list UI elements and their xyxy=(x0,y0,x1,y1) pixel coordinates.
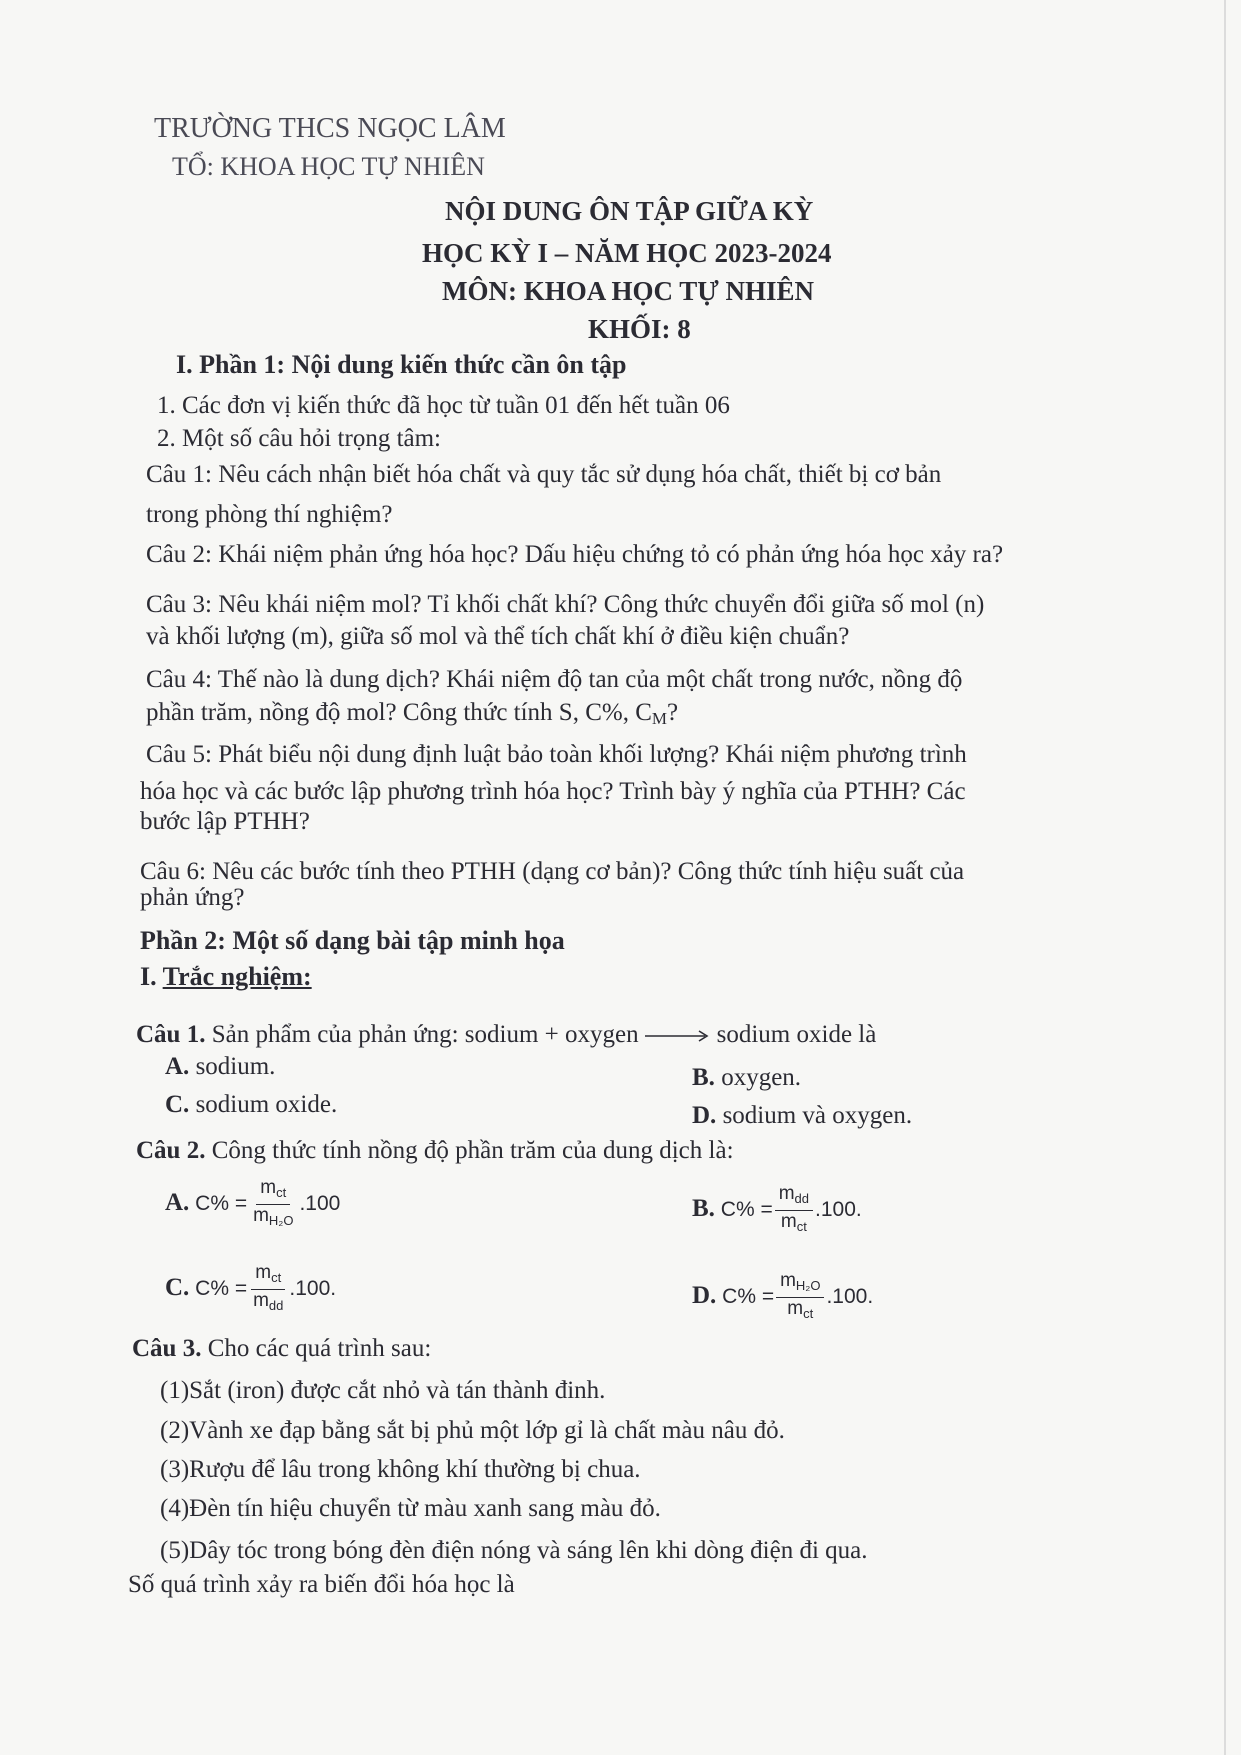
question-6-line2: phản ứng? xyxy=(140,884,245,911)
process-5: (5)Dây tóc trong bóng đèn điện nóng và sáng lên khi dòng điện đi qua. xyxy=(160,1537,868,1564)
multiple-choice-heading: I. Trắc nghiệm: xyxy=(140,962,312,991)
part1-heading: I. Phần 1: Nội dung kiến thức cần ôn tập xyxy=(176,350,627,379)
question-1-line1: Câu 1: Nêu cách nhận biết hóa chất và quy tắc sử dụng hóa chất, thiết bị cơ bản xyxy=(146,461,942,488)
question-2: Câu 2: Khái niệm phản ứng hóa học? Dấu hiệu chứng tỏ có phản ứng hóa học xảy ra? xyxy=(146,541,1004,568)
question-3-line1: Câu 3: Nêu khái niệm mol? Tỉ khối chất khí? Công thức chuyển đổi giữa số mol (n) xyxy=(146,591,985,618)
mc1-option-b: B. oxygen. xyxy=(692,1064,802,1091)
question-4-line2: phần trăm, nồng độ mol? Công thức tính S, C%, $C_M$? xyxy=(146,699,679,728)
doc-title-line1: NỘI DUNG ÔN TẬP GIỮA KỲ xyxy=(445,196,814,226)
school-name: TRƯỜNG THCS NGỌC LÂM xyxy=(154,113,506,144)
mc2-option-b: B. C% = $\frac{m_{dd}}{m_{ct}}$ .100. xyxy=(692,1183,862,1238)
process-4: (4)Đèn tín hiệu chuyển từ màu xanh sang màu đỏ. xyxy=(160,1495,661,1522)
process-1: (1)Sắt (iron) được cắt nhỏ và tán thành đinh. xyxy=(160,1377,606,1404)
process-3: (3)Rượu để lâu trong không khí thường bị chua. xyxy=(160,1456,641,1483)
mc1-option-c: C. sodium oxide. xyxy=(165,1091,338,1118)
fraction: $\frac{m_{H_2O}}{m_{ct}}$ xyxy=(776,1270,824,1325)
mc-question-2: Câu 2. Công thức tính nồng độ phần trăm của dung dịch là: xyxy=(136,1137,734,1164)
part1-item2: 2. Một số câu hỏi trọng tâm: xyxy=(157,425,441,452)
doc-title-line3: MÔN: KHOA HỌC TỰ NHIÊN xyxy=(442,276,815,306)
mc2-option-d: D. C% = $\frac{m_{H_2O}}{m_{ct}}$ .100. xyxy=(692,1270,873,1325)
fraction: $\frac{m_{dd}}{m_{ct}}$ xyxy=(775,1183,813,1238)
process-2: (2)Vành xe đạp bằng sắt bị phủ một lớp gỉ là chất màu nâu đỏ. xyxy=(160,1417,785,1444)
question-5-line3: bước lập PTHH? xyxy=(140,808,310,835)
question-6-line1: Câu 6: Nêu các bước tính theo PTHH (dạng cơ bản)? Công thức tính hiệu suất của xyxy=(140,858,965,885)
fraction: $\frac{m_{ct}}{m_{H_2O}}$ xyxy=(253,1177,294,1228)
mc-question-1: Câu 1. Sản phẩm của phản ứng: sodium + oxygen sodium oxide là xyxy=(136,1021,877,1048)
mc1-option-d: D. sodium và oxygen. xyxy=(692,1102,913,1129)
mc2-option-c: C. C% = $\frac{m_{ct}}{m_{dd}}$ .100. xyxy=(165,1262,336,1317)
mc2-option-a: A. C% = $\frac{m_{ct}}{m_{H_2O}}$ .100 xyxy=(165,1177,340,1232)
mc-question-3: Câu 3. Cho các quá trình sau: xyxy=(132,1335,432,1362)
mc1-option-a: A. sodium. xyxy=(165,1053,276,1080)
fraction: $\frac{m_{ct}}{m_{dd}}$ xyxy=(253,1262,284,1313)
doc-title-line4: KHỐI: 8 xyxy=(588,314,691,344)
question-3-line2: và khối lượng (m), giữa số mol và thể tích chất khí ở điều kiện chuẩn? xyxy=(146,623,850,650)
question-5-line1: Câu 5: Phát biểu nội dung định luật bảo toàn khối lượng? Khái niệm phương trình xyxy=(146,741,967,768)
doc-title-line2: HỌC KỲ I – NĂM HỌC 2023-2024 xyxy=(422,238,832,268)
question-1-line2: trong phòng thí nghiệm? xyxy=(146,501,393,528)
right-arrow-icon xyxy=(645,1029,711,1043)
part1-item1: 1. Các đơn vị kiến thức đã học từ tuần 01 đến hết tuần 06 xyxy=(157,392,730,419)
mc3-closing: Số quá trình xảy ra biến đổi hóa học là xyxy=(128,1571,515,1598)
part2-heading: Phần 2: Một số dạng bài tập minh họa xyxy=(140,926,565,955)
question-5-line2: hóa học và các bước lập phương trình hóa học? Trình bày ý nghĩa của PTHH? Các xyxy=(140,778,966,805)
page-edge-line xyxy=(1224,0,1226,1755)
question-4-line1: Câu 4: Thế nào là dung dịch? Khái niệm độ tan của một chất trong nước, nồng độ xyxy=(146,666,963,693)
department-name: TỔ: KHOA HỌC TỰ NHIÊN xyxy=(172,152,485,181)
